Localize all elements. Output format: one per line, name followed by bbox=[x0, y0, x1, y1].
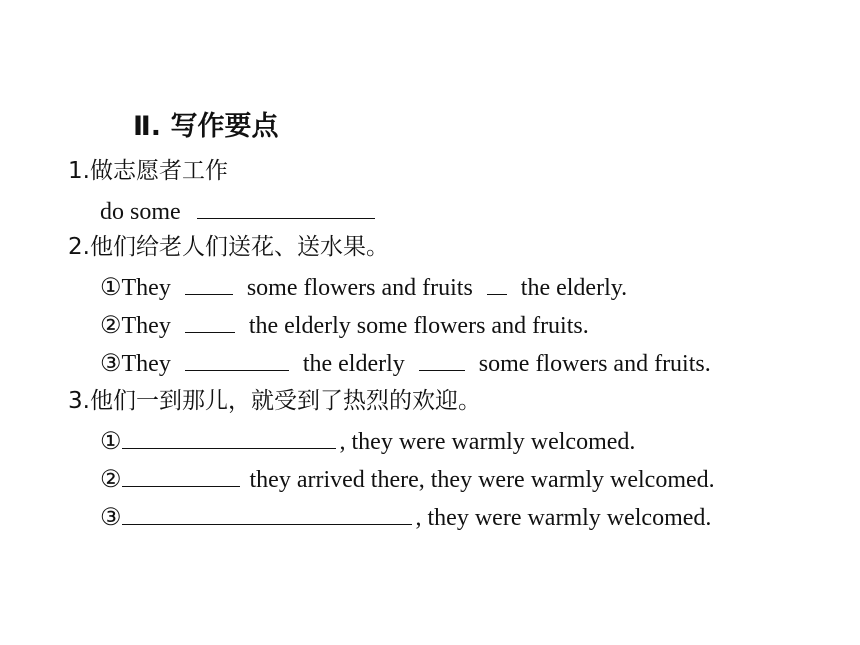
sentence-text: the elderly bbox=[302, 351, 405, 377]
answer-blank[interactable] bbox=[122, 464, 240, 487]
item-3-chinese bbox=[68, 386, 481, 416]
item-number: 3. bbox=[68, 388, 90, 414]
answer-blank[interactable] bbox=[487, 272, 507, 295]
sentence-text: They bbox=[121, 275, 171, 301]
answer-blank[interactable] bbox=[122, 426, 336, 449]
line-marker: ② bbox=[100, 313, 122, 339]
sentence-text: , they were warmly welcomed. bbox=[415, 505, 712, 531]
answer-blank[interactable] bbox=[185, 310, 235, 333]
chinese-prompt: 做志愿者工作 bbox=[89, 158, 228, 184]
item-number: 1. bbox=[68, 158, 90, 184]
sentence-text: they arrived there, they were warmly welcomed. bbox=[249, 467, 715, 493]
item-3-line-3 bbox=[100, 502, 711, 532]
answer-blank[interactable] bbox=[122, 502, 412, 525]
line-marker: ① bbox=[100, 275, 122, 301]
english-prefix: do some bbox=[100, 199, 181, 225]
item-3-line-2 bbox=[100, 464, 715, 494]
item-1-chinese bbox=[68, 156, 228, 186]
answer-blank[interactable] bbox=[197, 196, 375, 219]
chinese-prompt: 他们一到那儿，就受到了热烈的欢迎。 bbox=[89, 388, 481, 414]
item-number: 2. bbox=[68, 234, 90, 260]
sentence-text: some flowers and fruits bbox=[246, 275, 473, 301]
section-heading: Ⅱ. 写作要点 bbox=[133, 111, 279, 142]
chinese-prompt: 他们给老人们送花、送水果。 bbox=[89, 234, 389, 260]
sentence-text: some flowers and fruits. bbox=[478, 351, 711, 377]
sentence-text: the elderly. bbox=[520, 275, 628, 301]
sentence-text: , they were warmly welcomed. bbox=[339, 429, 636, 455]
line-marker: ① bbox=[100, 429, 122, 455]
answer-blank[interactable] bbox=[185, 272, 233, 295]
line-marker: ③ bbox=[100, 351, 122, 377]
sentence-text: They bbox=[121, 351, 171, 377]
line-marker: ③ bbox=[100, 505, 122, 531]
item-2-chinese bbox=[68, 232, 389, 262]
line-marker: ② bbox=[100, 467, 122, 493]
sentence-text: the elderly some flowers and fruits. bbox=[248, 313, 589, 339]
item-3-line-1 bbox=[100, 426, 635, 456]
item-2-line-1 bbox=[100, 272, 627, 302]
item-1-english bbox=[100, 196, 375, 226]
item-2-line-3 bbox=[100, 348, 711, 378]
answer-blank[interactable] bbox=[185, 348, 289, 371]
answer-blank[interactable] bbox=[419, 348, 465, 371]
item-2-line-2 bbox=[100, 310, 589, 340]
sentence-text: They bbox=[121, 313, 171, 339]
